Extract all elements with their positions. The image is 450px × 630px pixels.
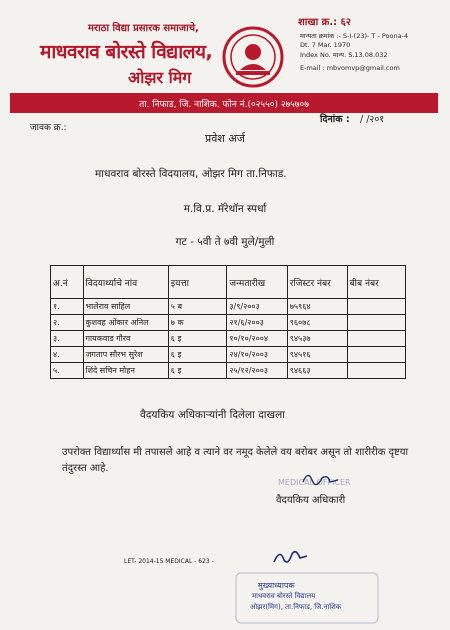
cell-serial: १. [51,299,84,315]
header-bib-number: बीब नंबर [347,266,405,299]
cell-standard: ६ इ [168,347,227,363]
medical-officer-signature-icon [300,468,340,488]
cell-standard: ७ क [168,315,227,331]
address-text: ता. निफाड, जि. नाशिक. फोन नं.(०२५५०) २७५७०७ [139,99,309,110]
cell-register: ९४५१६ [287,347,347,363]
cell-register: ९४५३७ [287,331,347,347]
event-name: म.वि.प्र. मॅरेथॉन स्पर्धा [183,203,267,215]
address-bar [10,93,438,113]
cell-standard: ६ इ [168,363,227,379]
table-row [51,347,406,363]
registration-line: मान्यता क्रमांक :- S-I-(23)- T - Poona-4 [300,32,409,40]
school-emblem-icon [222,26,284,88]
header-register-number: रजिस्टर नंबर [287,266,347,299]
cell-bib [347,299,405,315]
headmaster-signature-icon [270,546,310,568]
cell-birth-date: १०/१०/२००४ [227,331,287,347]
medical-officer-stamp: MEDICAL OFFICER [278,478,351,487]
cell-birth-date: २४/१०/२००३ [227,347,287,363]
form-school-line: माधवराव बोरस्ते विदयालय, ओझर मिग ता.निफाड. [95,168,287,180]
cell-serial: ४. [51,347,84,363]
headmaster-title: मुख्याध्यापक [258,581,295,590]
cell-name: शिंदे सचिन मोहन [83,363,168,379]
cell-bib [347,315,405,331]
date-label: दिनांक : [320,114,350,125]
branch-number: शाखा क्र.: ६२ [298,17,352,28]
cell-birth-date: २१/६/२००३ [227,315,287,331]
cell-serial: २. [51,315,84,331]
village-name: ओझर मिग [128,68,192,87]
outward-number-label: जावक क्र.: [30,123,67,133]
cell-serial: ३. [51,331,84,347]
cell-standard: ५ ब [168,299,227,315]
cell-bib [347,347,405,363]
cell-bib [347,363,405,379]
table-row [51,299,406,315]
cell-birth-date: ३/९/२००३ [227,299,287,315]
header-student-name: विदयार्थ्याचे नांव [83,266,168,299]
headmaster-school: माधवराव बोरस्ते विद्यालय [252,592,316,600]
cell-register: ९६०७८ [287,315,347,331]
cell-name: जगताप सौरभ सुरेश [83,347,168,363]
table-row [51,363,406,379]
school-name: माधवराव बोरस्ते विद्यालय, [40,41,213,63]
form-title: प्रवेश अर्ज [205,132,245,145]
group-line: गट - ५वी ते ७वी मुले/मुली [175,236,275,248]
email-line: E-mail : mbvomvp@gmail.com [300,64,400,72]
headmaster-place: ओझर(मिग), ता.निफाड, जि.नाशिक [250,603,342,611]
medical-officer-title: वैदयकिय अधिकारी [276,495,346,506]
cell-name: भालेराव साहिल [83,299,168,315]
society-name: मराठा विद्या प्रसारक समाजाचे, [88,23,199,34]
medical-certificate-title: वैदयकिय अधिकाऱ्यांनी दिलेला दाखला [140,409,285,421]
cell-register: ७५९६४ [287,299,347,315]
cell-name: कुशवह ओंकार अनिल [83,315,168,331]
index-number: Index No. मान्य. S.13.08.032 [300,51,388,59]
cell-register: ९४६६३ [287,363,347,379]
medical-certificate-text: उपरोक्त विद्यार्थ्यास मी तपासले आहे व त्याने वर नमूद केलेले वय बरोबर असून तो शारीरीक दृष्टया तंदुरस्त आहे. [62,447,409,474]
cell-bib [347,331,405,347]
header-serial: अ.नं [51,266,84,299]
reference-line: LET- 2014-15 MEDICAL - 623 - [124,558,214,565]
table-row [51,331,406,347]
participants-table [50,265,406,379]
date-blanks: / /२०१ [360,114,385,125]
cell-standard: ६ इ [168,331,227,347]
table-row [51,315,406,331]
header-birth-date: जन्मतारीख [227,266,287,299]
cell-serial: ५. [51,363,84,379]
cell-name: गायकवाड गौरव [83,331,168,347]
cell-birth-date: २५/१२/२००३ [227,363,287,379]
header-standard: इयत्ता [168,266,227,299]
table-header-row [51,266,406,299]
registration-date: Dt. 7 Mar. 1970 [300,41,351,49]
